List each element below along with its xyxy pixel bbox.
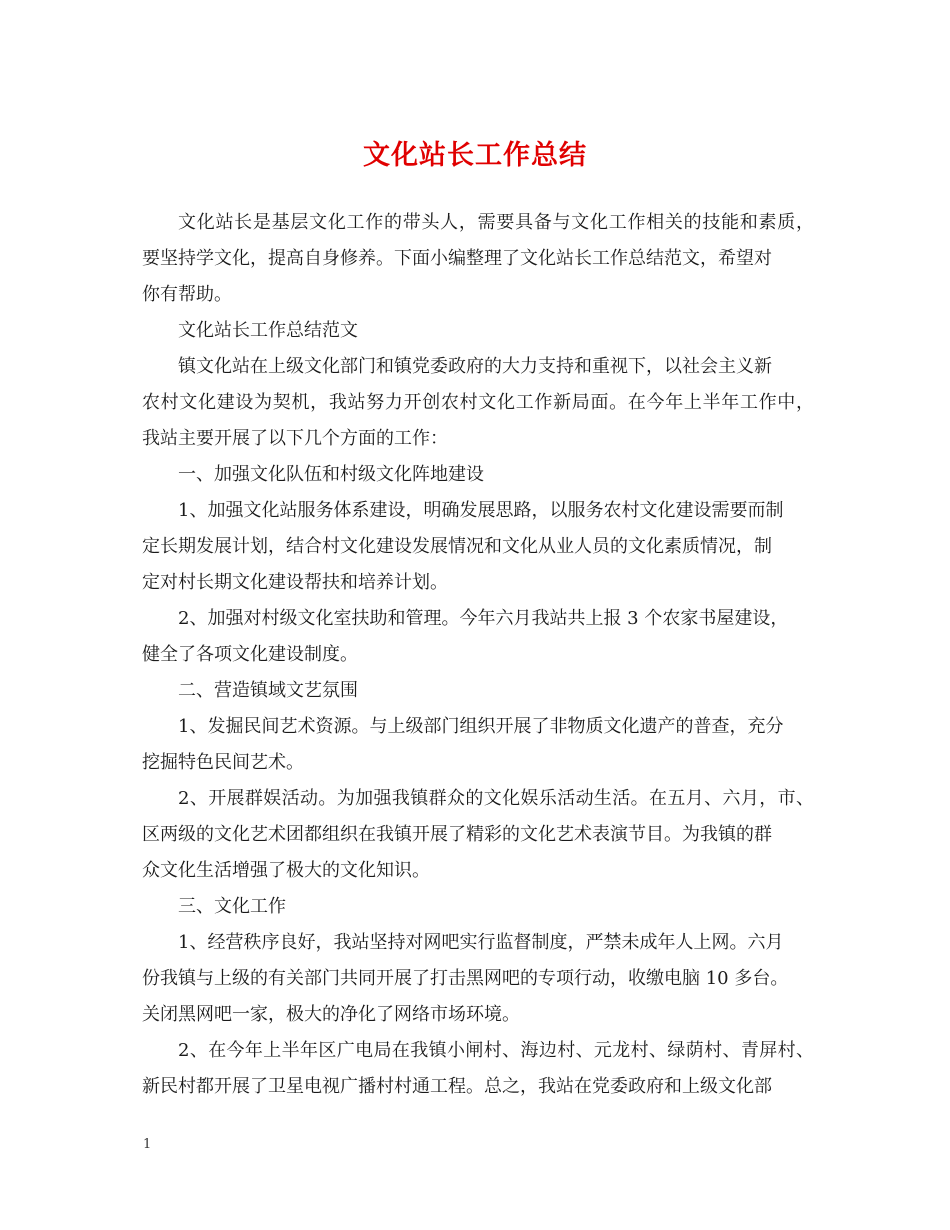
body-text-line: 一、加强文化队伍和村级文化阵地建设 (178, 464, 484, 485)
body-text-line: 新民村都开展了卫星电视广播村村通工程。总之，我站在党委政府和上级文化部 (142, 1076, 772, 1097)
body-text-line: 三、文化工作 (178, 896, 286, 917)
body-text-line: 二、营造镇域文艺氛围 (178, 680, 358, 701)
body-text-line: 定对村长期文化建设帮扶和培养计划。 (142, 572, 448, 593)
body-text-line: 定长期发展计划，结合村文化建设发展情况和文化从业人员的文化素质情况，制 (142, 536, 772, 557)
body-text-line: 关闭黑网吧一家，极大的净化了网络市场环境。 (142, 1004, 520, 1025)
body-text-line: 份我镇与上级的有关部门共同开展了打击黑网吧的专项行动，收缴电脑 10 多台。 (142, 968, 789, 989)
body-text-line: 文化站长工作总结范文 (178, 320, 358, 341)
body-text-line: 区两级的文化艺术团都组织在我镇开展了精彩的文化艺术表演节目。为我镇的群 (142, 824, 772, 845)
body-text-line: 农村文化建设为契机，我站努力开创农村文化工作新局面。在今年上半年工作中， (142, 392, 814, 413)
body-text-line: 2、在今年上半年区广电局在我镇小闸村、海边村、元龙村、绿荫村、青屏村、 (178, 1040, 814, 1061)
body-text-line: 挖掘特色民间艺术。 (142, 752, 304, 773)
body-text-line: 健全了各项文化建设制度。 (142, 644, 358, 665)
document-title: 文化站长工作总结 (363, 140, 587, 171)
body-text-line: 我站主要开展了以下几个方面的工作： (142, 428, 448, 449)
body-text-line: 1、经营秩序良好，我站坚持对网吧实行监督制度，严禁未成年人上网。六月 (178, 932, 784, 953)
body-text-line: 1、加强文化站服务体系建设，明确发展思路，以服务农村文化建设需要而制 (178, 500, 784, 521)
body-text-line: 要坚持学文化，提高自身修养。下面小编整理了文化站长工作总结范文，希望对 (142, 248, 772, 269)
page-number: 1 (143, 1137, 152, 1152)
document-body (142, 205, 814, 1105)
body-text-line: 2、加强对村级文化室扶助和管理。今年六月我站共上报 3 个农家书屋建设， (178, 608, 789, 629)
body-text-line: 众文化生活增强了极大的文化知识。 (142, 860, 430, 881)
body-text-line: 文化站长是基层文化工作的带头人，需要具备与文化工作相关的技能和素质， (178, 212, 814, 233)
body-text-line: 镇文化站在上级文化部门和镇党委政府的大力支持和重视下，以社会主义新 (178, 356, 772, 377)
body-text-line: 你有帮助。 (142, 284, 232, 305)
body-text-line: 1、发掘民间艺术资源。与上级部门组织开展了非物质文化遗产的普查，充分 (178, 716, 784, 737)
body-text-line: 2、开展群娱活动。为加强我镇群众的文化娱乐活动生活。在五月、六月，市、 (178, 788, 814, 809)
